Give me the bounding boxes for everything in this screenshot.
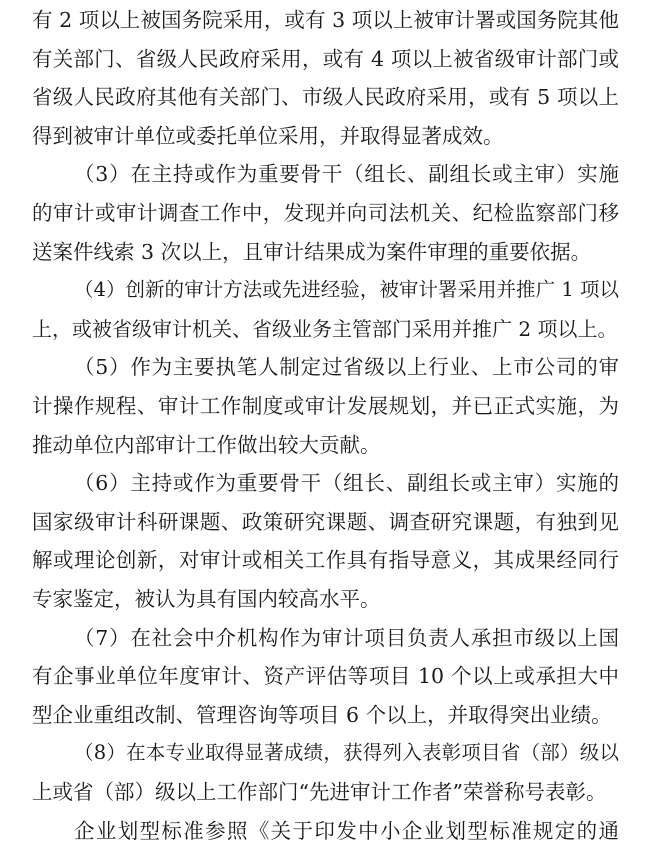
text-line: 省级人民政府其他有关部门、市级人民政府采用，或有 5 项以上 bbox=[32, 85, 619, 110]
text-line: 有关部门、省级人民政府采用，或有 4 项以上被省级审计部门或 bbox=[32, 46, 619, 71]
text-line: 上，或被省级审计机关、省级业务主管部门采用并推广 2 项以上。 bbox=[32, 316, 618, 341]
text-line: 型企业重组改制、管理咨询等项目 6 个以上，并取得突出业绩。 bbox=[32, 702, 612, 727]
text-line: 上或省（部）级以上工作部门“先进审计工作者”荣誉称号表彰。 bbox=[32, 780, 607, 804]
text-line: 得到被审计单位或委托单位采用，并取得显著成效。 bbox=[32, 123, 504, 148]
text-line: 计操作规程、审计工作制度或审计发展规划，并已正式实施，为 bbox=[32, 394, 619, 418]
text-line: 有 2 项以上被国务院采用，或有 3 项以上被审计署或国务院其他 bbox=[32, 8, 619, 32]
text-line: 解或理论创新，对审计或相关工作具有指导意义，其成果经同行 bbox=[32, 548, 619, 573]
text-line: 国家级审计科研课题、政策研究课题、调查研究课题，有独到见 bbox=[32, 509, 619, 534]
text-line: （5）作为主要执笔人制定过省级以上行业、上市公司的审 bbox=[74, 355, 619, 380]
text-line: （8）在本专业取得显著成绩，获得列入表彰项目省（部）级以 bbox=[74, 741, 619, 765]
text-line: （4）创新的审计方法或先进经验，被审计署采用并推广 1 项以 bbox=[74, 278, 619, 302]
text-line: 有企事业单位年度审计、资产评估等项目 10 个以上或承担大中 bbox=[32, 664, 619, 689]
text-line: 推动单位内部审计工作做出较大贡献。 bbox=[32, 432, 381, 457]
text-line: 送案件线索 3 次以上，且审计结果成为案件审理的重要依据。 bbox=[32, 239, 592, 264]
text-line: 企业划型标准参照《关于印发中小企业划型标准规定的通 bbox=[74, 818, 619, 843]
text-line: 的审计或审计调查工作中，发现并向司法机关、纪检监察部门移 bbox=[32, 201, 619, 225]
text-line: （6）主持或作为重要骨干（组长、副组长或主审）实施的 bbox=[74, 471, 619, 496]
text-line: （3）在主持或作为重要骨干（组长、副组长或主审）实施 bbox=[74, 162, 619, 187]
text-line: （7）在社会中介机构作为审计项目负责人承担市级以上国 bbox=[74, 625, 619, 650]
text-line: 专家鉴定，被认为具有国内较高水平。 bbox=[32, 587, 381, 611]
